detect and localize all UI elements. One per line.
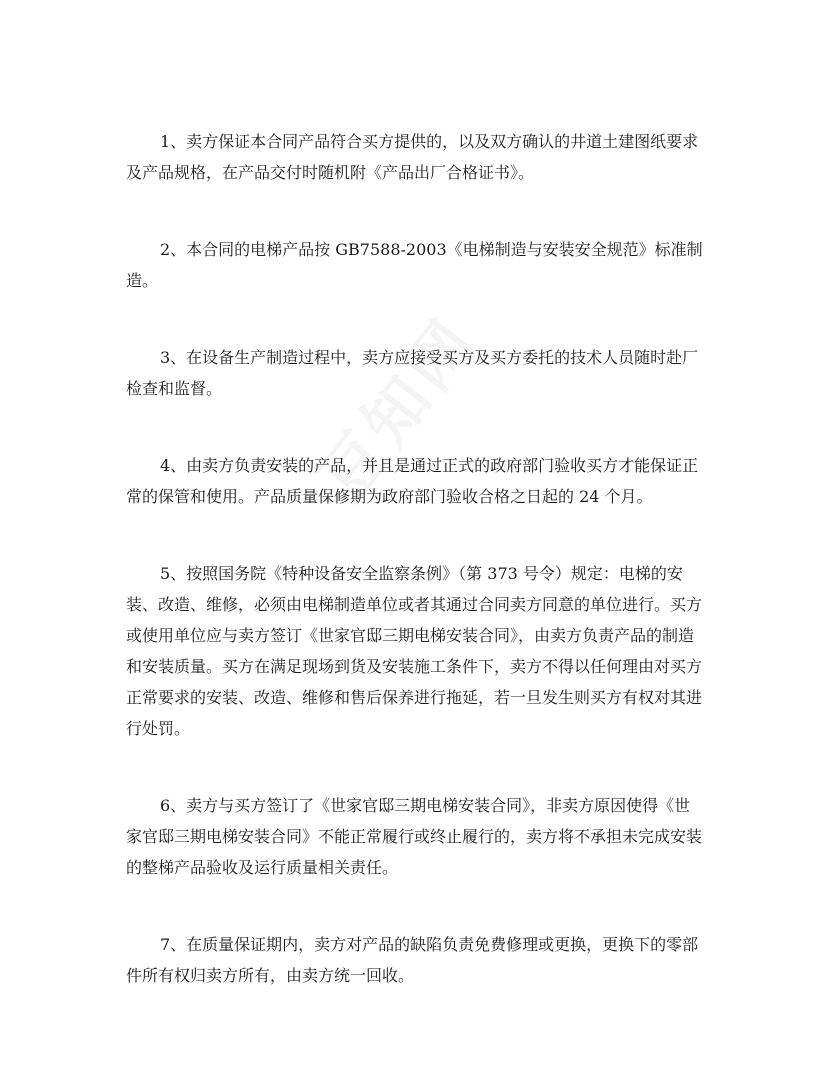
clause-line: 行处罚。: [126, 719, 191, 738]
clause-line: 装、改造、维修，必须由电梯制造单位或者其通过合同卖方同意的单位进行。买方: [126, 595, 703, 614]
clause-line: 3、在设备生产制造过程中，卖方应接受买方及买方委托的技术人员随时赴厂: [160, 348, 699, 367]
clause-4: [126, 450, 706, 512]
clause-line: 4、由卖方负责安装的产品，并且是通过正式的政府部门验收买方才能保证正: [160, 456, 699, 475]
clause-line: 6、卖方与买方签订了《世家官邸三期电梯安装合同》，非卖方原因使得《世: [160, 796, 691, 815]
clause-line: 件所有权归卖方所有，由卖方统一回收。: [126, 966, 415, 985]
clause-line: 或使用单位应与卖方签订《世家官邸三期电梯安装合同》，由卖方负责产品的制造: [126, 626, 695, 645]
clause-line: 检查和监督。: [126, 379, 223, 398]
clause-line: 的整梯产品验收及运行质量相关责任。: [126, 858, 399, 877]
clause-3: [126, 342, 706, 404]
clause-1: [126, 126, 706, 188]
clause-line: 家官邸三期电梯安装合同》不能正常履行或终止履行的，卖方将不承担未完成安装: [126, 827, 703, 846]
clause-line: 正常要求的安装、改造、维修和售后保养进行拖延，若一旦发生则买方有权对其进: [126, 688, 703, 707]
clause-line: 及产品规格，在产品交付时随机附《产品出厂合格证书》。: [126, 163, 535, 182]
document-body: [126, 126, 706, 1037]
clause-7: [126, 929, 706, 991]
clause-line: 5、按照国务院《特种设备安全监察条例》（第 373 号令）规定：电梯的安: [160, 564, 683, 583]
clause-line: 造。: [126, 271, 159, 290]
clause-line: 和安装质量。买方在满足现场到货及安装施工条件下，卖方不得以任何理由对买方: [126, 657, 703, 676]
clause-line: 常的保管和使用。产品质量保修期为政府部门验收合格之日起的 24 个月。: [126, 487, 653, 506]
clause-2: [126, 234, 706, 296]
clause-line: 7、在质量保证期内，卖方对产品的缺陷负责免费修理或更换，更换下的零部: [160, 935, 699, 954]
clause-line: 1、卖方保证本合同产品符合买方提供的，以及双方确认的井道土建图纸要求: [160, 132, 699, 151]
clause-6: [126, 790, 706, 883]
clause-line: 2、本合同的电梯产品按 GB7588-2003《电梯制造与安装安全规范》标准制: [160, 240, 703, 259]
clause-5: [126, 558, 706, 744]
